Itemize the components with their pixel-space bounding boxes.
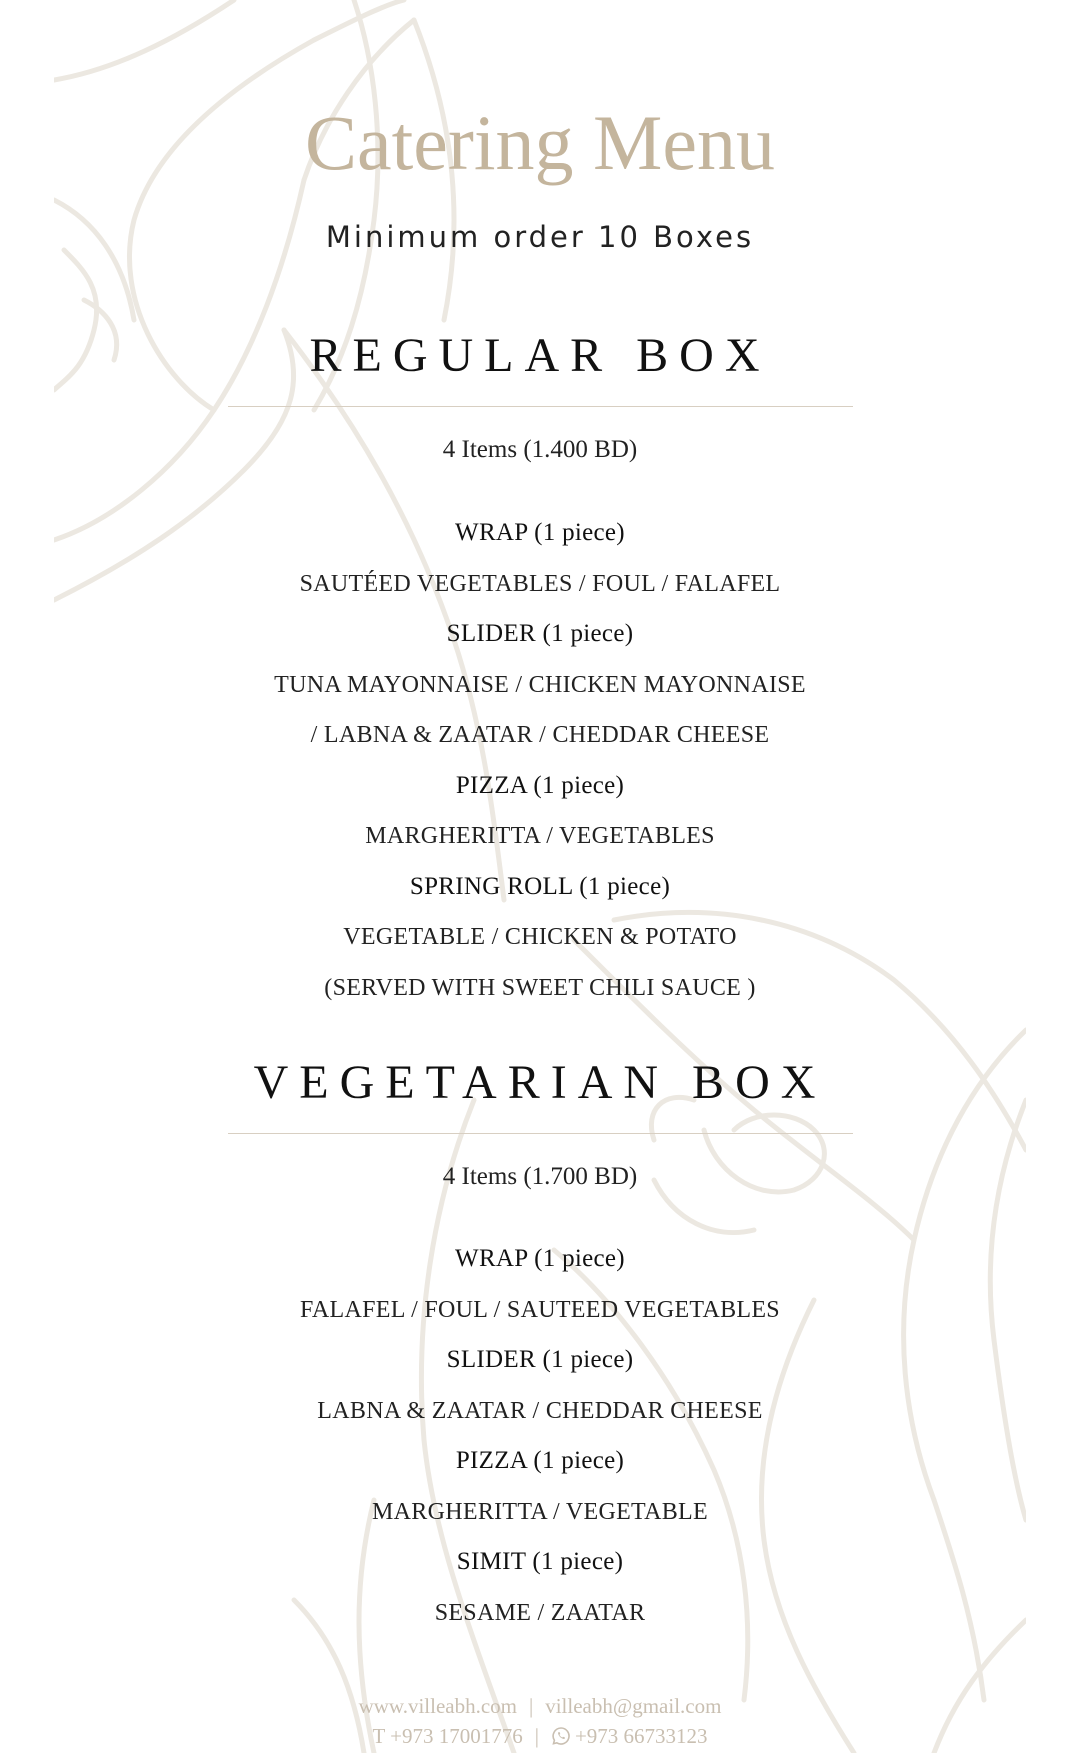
regular-box-title: REGULAR BOX — [309, 329, 771, 382]
vegetarian-box-items — [54, 1234, 1026, 1638]
regular-box-line-4: / LABNA & ZAATAR / CHEDDAR CHEESE — [310, 722, 770, 748]
vegetarian-box-line-5: MARGHERITTA / VEGETABLE — [372, 1498, 708, 1525]
website-link[interactable]: www.villeabh.com — [358, 1694, 517, 1718]
regular-box-items — [54, 508, 1026, 1013]
regular-box-line-5: PIZZA (1 piece) — [455, 771, 625, 799]
footer-contact-row-2 — [54, 1724, 1026, 1749]
vegetarian-box-line-1: FALAFEL / FOUL / SAUTEED VEGETABLES — [300, 1296, 780, 1323]
regular-box-price: 4 Items (1.400 BD) — [442, 436, 638, 463]
vegetarian-box-line-7: SESAME / ZAATAR — [434, 1599, 646, 1626]
menu-page — [54, 0, 1026, 1753]
vegetarian-box-price: 4 Items (1.700 BD) — [442, 1163, 638, 1190]
regular-box-line-8: VEGETABLE / CHICKEN & POTATO — [343, 924, 737, 950]
regular-box-line-7: SPRING ROLL (1 piece) — [409, 872, 671, 900]
page-title: Catering Menu — [304, 99, 776, 186]
vegetarian-box-title: VEGETARIAN BOX — [253, 1056, 827, 1109]
email-link[interactable]: villeabh@gmail.com — [545, 1694, 722, 1718]
regular-box-line-3: TUNA MAYONNAISE / CHICKEN MAYONNAISE — [274, 671, 806, 698]
footer-separator: | — [534, 1724, 539, 1748]
whatsapp-number[interactable]: +973 66733123 — [574, 1724, 708, 1748]
regular-box-line-0: WRAP (1 piece) — [455, 519, 625, 546]
whatsapp-icon — [551, 1726, 571, 1746]
regular-box-line-2: SLIDER (1 piece) — [446, 620, 634, 647]
phone-number: T +973 17001776 — [372, 1724, 523, 1748]
vegetarian-box-line-6: SIMIT (1 piece) — [456, 1548, 624, 1575]
vegetarian-box-divider — [228, 1133, 853, 1134]
menu-content — [54, 0, 1026, 1753]
footer-contact-row-1 — [54, 1694, 1026, 1719]
regular-box-line-1: SAUTÉED VEGETABLES / FOUL / FALAFEL — [299, 570, 781, 597]
vegetarian-box-line-4: PIZZA (1 piece) — [455, 1447, 625, 1474]
vegetarian-box-line-0: WRAP (1 piece) — [455, 1245, 625, 1272]
regular-box-line-9: (SERVED WITH SWEET CHILI SAUCE ) — [324, 974, 756, 1001]
regular-box-divider — [228, 406, 853, 407]
vegetarian-box-line-2: SLIDER (1 piece) — [446, 1346, 634, 1373]
footer-separator: | — [529, 1694, 534, 1718]
regular-box-line-6: MARGHERITTA / VEGETABLES — [365, 823, 715, 849]
minimum-order-note: Minimum order 10 Boxes — [325, 220, 755, 254]
vegetarian-box-line-3: LABNA & ZAATAR / CHEDDAR CHEESE — [317, 1397, 763, 1424]
